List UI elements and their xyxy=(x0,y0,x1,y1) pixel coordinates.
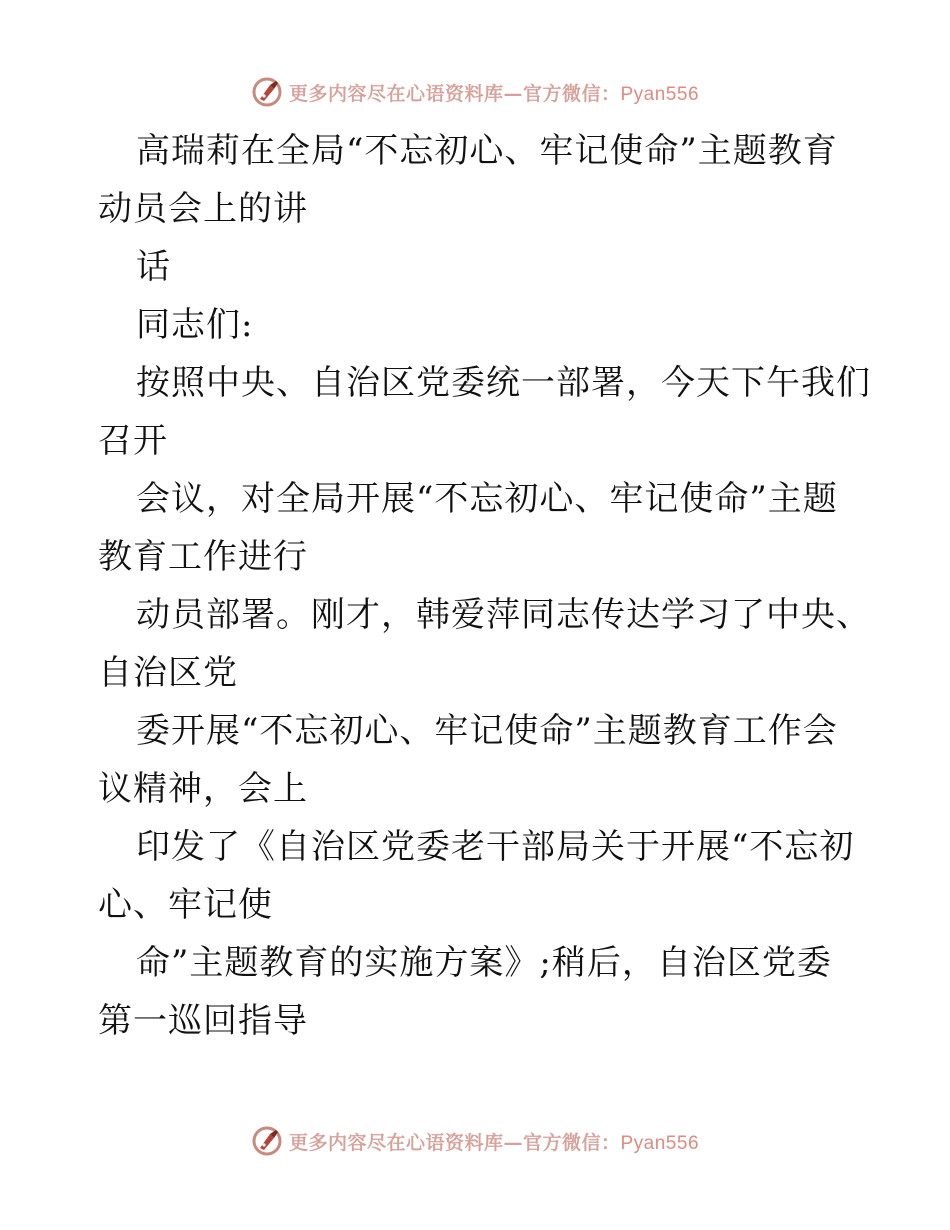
text-line: 高瑞莉在全局“不忘初心、牢记使命”主题教育 xyxy=(136,131,838,171)
wechat-id: Pyan556 xyxy=(620,1132,700,1154)
text-line: 委开展“不忘初心、牢记使命”主题教育工作会 xyxy=(136,711,838,751)
text-line: 同志们: xyxy=(136,305,254,345)
watermark-text: 更多内容尽在心语资料库—官方微信：Pyan556 xyxy=(288,1131,700,1154)
text-line: 命”主题教育的实施方案》;稍后，自治区党委 xyxy=(136,943,832,983)
text-line: 第一巡回指导 xyxy=(98,1001,308,1041)
watermark-text: 更多内容尽在心语资料库—官方微信：Pyan556 xyxy=(288,82,700,105)
text-line: 自治区党 xyxy=(98,653,238,693)
document-body xyxy=(98,122,871,1050)
text-line: 印发了《自治区党委老干部局关于开展“不忘初 xyxy=(136,827,855,867)
header-watermark xyxy=(0,72,950,112)
text-line: 议精神，会上 xyxy=(98,769,308,809)
text-line: 动员部署。刚才，韩爱萍同志传达学习了中央、 xyxy=(136,595,871,635)
text-line: 心、牢记使 xyxy=(98,885,273,925)
text-line: 话 xyxy=(136,247,171,287)
pen-nib-circle-icon xyxy=(251,1125,283,1157)
wechat-id: Pyan556 xyxy=(620,83,700,105)
text-line: 召开 xyxy=(98,421,168,461)
text-line: 按照中央、自治区党委统一部署，今天下午我们 xyxy=(136,363,871,403)
footer-watermark xyxy=(0,1121,950,1161)
pen-nib-circle-icon xyxy=(251,76,283,108)
text-line: 教育工作进行 xyxy=(98,537,308,577)
text-line: 会议，对全局开展“不忘初心、牢记使命”主题 xyxy=(136,479,838,519)
text-line: 动员会上的讲 xyxy=(98,189,308,229)
